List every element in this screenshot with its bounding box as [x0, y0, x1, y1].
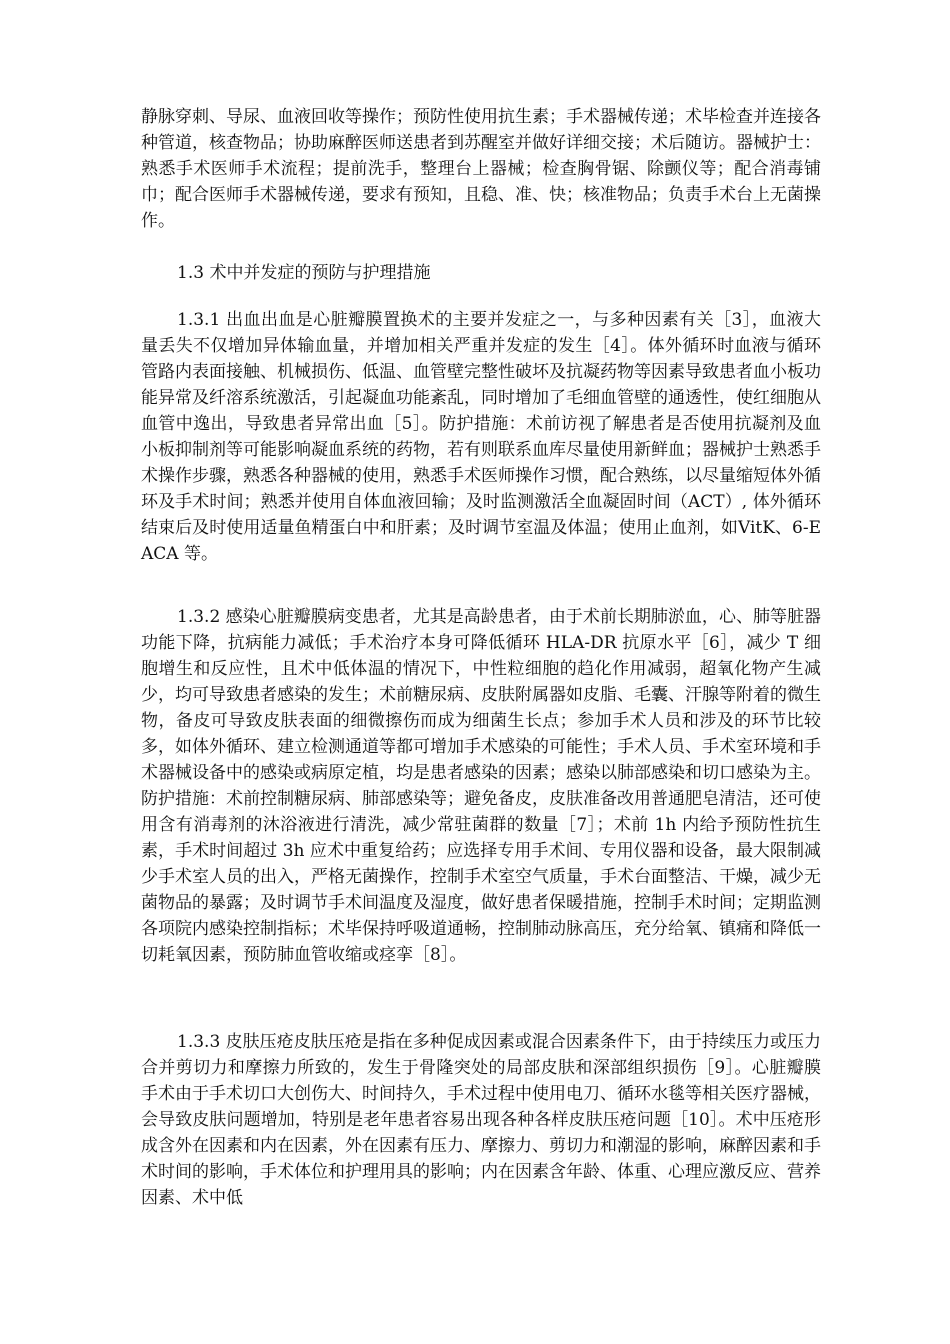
- subsection-infection: 1.3.2 感染心脏瓣膜病变患者，尤其是高龄患者，由于术前长期肺淤血，心、肺等脏器功能下降，抗病能力减低；手术治疗本身可降低循环 HLA-DR 抗原水平［6］，减少 T 细胞增生和反应性，且术中低体温的情况下，中性粒细胞的趋化作用减弱，超氧化物产生减少，均可导致患者感染的发生；术前糖尿病、皮肤附属器如皮脂、毛囊、汗腺等附着的微生物，备皮可导致皮肤表面的细微擦伤而成为细菌生长点；参加手术人员和涉及的环节比较多，如体外循环、建立检测通道等都可增加手术感染的可能性；手术人员、手术室环境和手术器械设备中的感染或病原定植，均是患者感染的因素；感染以肺部感染和切口感染为主。防护措施：术前控制糖尿病、肺部感染等；避免备皮，皮肤准备改用普通肥皂清洁，还可使用含有消毒剂的沐浴液进行清洗，减少常驻菌群的数量［7］；术前 1h 内给予预防性抗生素，手术时间超过 3h 应术中重复给药；应选择专用手术间、专用仪器和设备，最大限制减少手术室人员的出入，严格无菌操作，控制手术室空气质量，手术台面整洁、干燥，减少无菌物品的暴露；及时调节手术间温度及湿度，做好患者保暖措施，控制手术时间；定期监测各项院内感染控制指标；术毕保持呼吸道通畅，控制肺动脉高压，充分给氧、镇痛和降低一切耗氧因素，预防肺血管收缩或痉挛［8］。: [141, 607, 821, 965]
- body-paragraph: 静脉穿刺、导尿、血液回收等操作；预防性使用抗生素；手术器械传递；术毕检查并连接各种管道，核查物品；协助麻醉医师送患者到苏醒室并做好详细交接；术后随访。器械护士：熟悉手术医师手术流程；提前洗手，整理台上器械；检查胸骨锯、除颤仪等；配合消毒铺巾；配合医师手术器械传递，要求有预知，且稳、准、快；核准物品；负责手术台上无菌操作。: [141, 107, 821, 231]
- subsection-pressure-ulcer: 1.3.3 皮肤压疮皮肤压疮是指在多种促成因素或混合因素条件下，由于持续压力或压力合并剪切力和摩擦力所致的，发生于骨隆突处的局部皮肤和深部组织损伤［9］。心脏瓣膜手术由于手术切口大创伤大、时间持久，手术过程中使用电刀、循环水毯等相关医疗器械，会导致皮肤问题增加，特别是老年患者容易出现各种各样皮肤压疮问题［10］。术中压疮形成含外在因素和内在因素，外在因素有压力、摩擦力、剪切力和潮湿的影响，麻醉因素和手术时间的影响，手术体位和护理用具的影响；内在因素含年龄、体重、心理应激反应、营养因素、术中低: [141, 1032, 821, 1208]
- section-heading: 1.3 术中并发症的预防与护理措施: [177, 263, 431, 283]
- subsection-bleeding: 1.3.1 出血出血是心脏瓣膜置换术的主要并发症之一，与多种因素有关［3］，血液大量丢失不仅增加异体输血量，并增加相关严重并发症的发生［4］。体外循环时血液与循环管路内表面接触、机械损伤、低温、血管壁完整性破坏及抗凝药物等因素导致患者血小板功能异常及纤溶系统激活，引起凝血功能紊乱，同时增加了毛细血管壁的通透性，使红细胞从血管中逸出，导致患者异常出血［5］。防护措施：术前访视了解患者是否使用抗凝剂及血小板抑制剂等可能影响凝血系统的药物，若有则联系血库尽量使用新鲜血；器械护士熟悉手术操作步骤，熟悉各种器械的使用，熟悉手术医师操作习惯，配合熟练，以尽量缩短体外循环及手术时间；熟悉并使用自体血液回输；及时监测激活全血凝固时间（ACT）, 体外循环结束后及时使用适量鱼精蛋白中和肝素；及时调节室温及体温；使用止血剂，如VitK、6-EACA 等。: [141, 310, 821, 564]
